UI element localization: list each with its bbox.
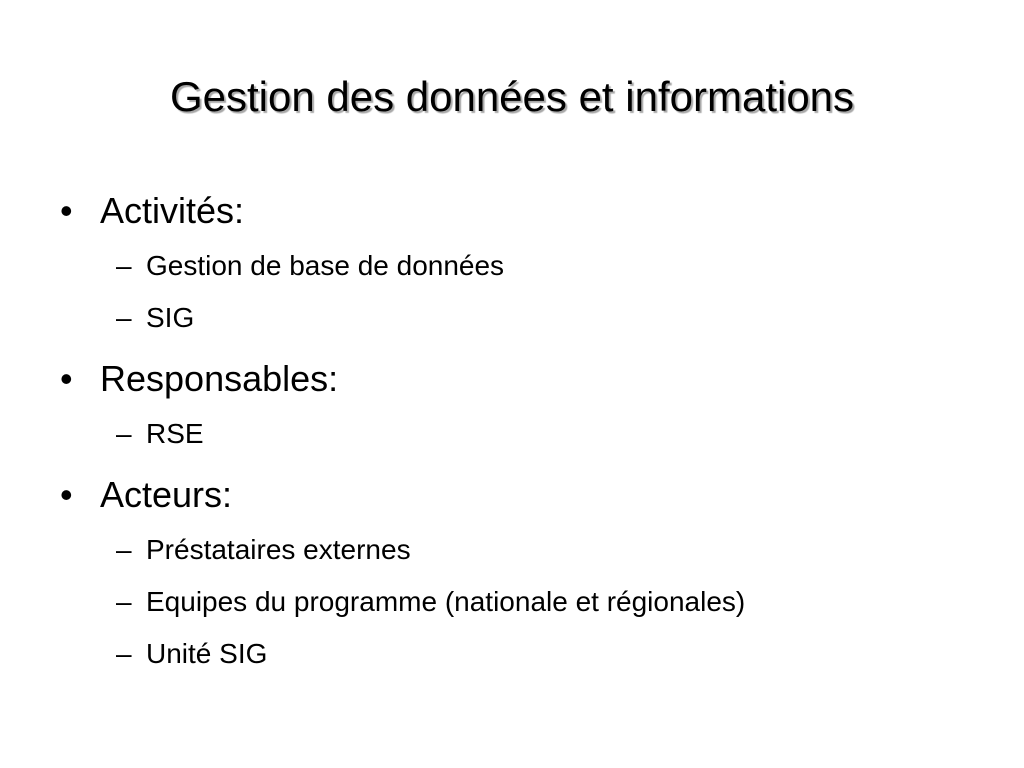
bullet-icon: • bbox=[60, 190, 73, 231]
sub-item-label: RSE bbox=[146, 418, 204, 449]
dash-icon: – bbox=[116, 302, 132, 333]
dash-icon: – bbox=[116, 250, 132, 281]
sub-item-label: Equipes du programme (nationale et régionales) bbox=[146, 586, 746, 617]
sub-item-label: SIG bbox=[146, 302, 195, 333]
slide-title: Gestion des données et informations bbox=[169, 73, 855, 120]
bullet-label: Acteurs: bbox=[100, 474, 233, 515]
sub-item bbox=[0, 576, 1024, 628]
sub-item bbox=[0, 240, 1024, 292]
dash-icon: – bbox=[116, 586, 132, 617]
sub-item bbox=[0, 524, 1024, 576]
bullet-icon: • bbox=[60, 358, 73, 399]
sub-item-label: Gestion de base de données bbox=[146, 250, 505, 281]
bullet-icon: • bbox=[60, 474, 73, 515]
dash-icon: – bbox=[116, 534, 132, 565]
dash-icon: – bbox=[116, 638, 132, 669]
sub-item bbox=[0, 408, 1024, 460]
sub-item-label: Préstataires externes bbox=[146, 534, 411, 565]
sub-item-label: Unité SIG bbox=[146, 638, 268, 669]
sub-item bbox=[0, 292, 1024, 344]
bullet-label: Responsables: bbox=[100, 358, 339, 399]
bullet-acteurs bbox=[0, 466, 1024, 524]
sub-item bbox=[0, 628, 1024, 680]
slide-body bbox=[0, 182, 1024, 680]
dash-icon: – bbox=[116, 418, 132, 449]
bullet-responsables bbox=[0, 350, 1024, 408]
bullet-activites bbox=[0, 182, 1024, 240]
bullet-label: Activités: bbox=[100, 190, 245, 231]
